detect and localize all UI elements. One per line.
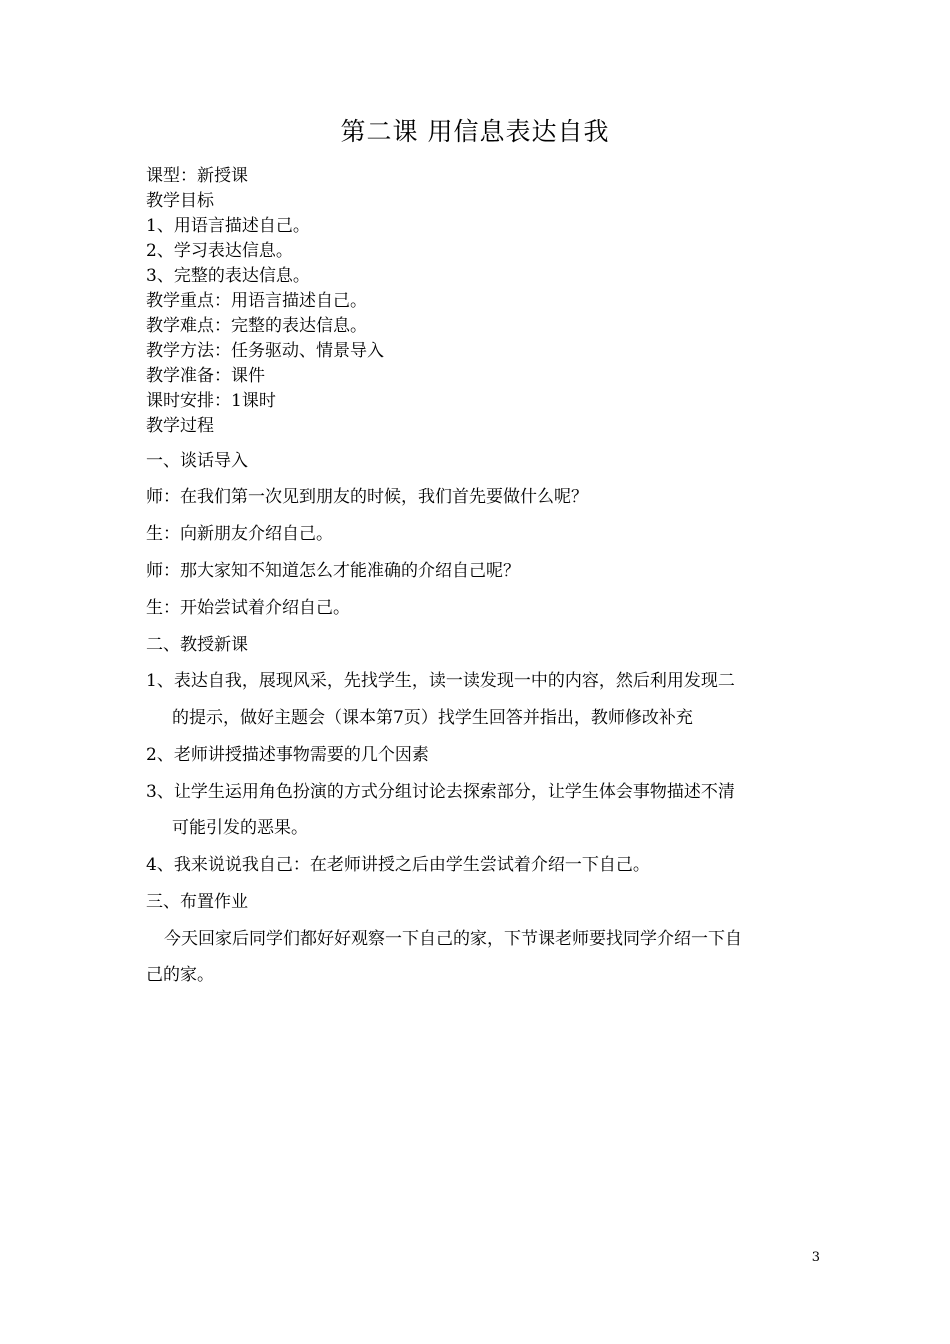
homework-line-1: 今天回家后同学们都好好观察一下自己的家，下节课老师要找同学介绍一下自 <box>164 929 742 949</box>
lesson-title: 第二课 用信息表达自我 <box>340 117 610 146</box>
time-arrangement: 课时安排：1课时 <box>146 391 276 411</box>
dialogue-student-2: 生：开始尝试着介绍自己。 <box>146 598 350 618</box>
section-2-heading: 二、教授新课 <box>146 635 248 655</box>
step-3-line-1: 3、让学生运用角色扮演的方式分组讨论去探索部分，让学生体会事物描述不清 <box>146 782 735 802</box>
step-1-line-2: 的提示，做好主题会（课本第7页）找学生回答并指出，教师修改补充 <box>172 708 693 728</box>
teaching-prep: 教学准备：课件 <box>146 366 265 386</box>
section-3-heading: 三、布置作业 <box>146 892 248 912</box>
step-3-line-2: 可能引发的恶果。 <box>172 818 308 838</box>
page-number: 3 <box>811 1250 820 1265</box>
key-point: 教学重点：用语言描述自己。 <box>146 291 367 311</box>
process-heading: 教学过程 <box>146 416 214 436</box>
difficult-point: 教学难点：完整的表达信息。 <box>146 316 367 336</box>
section-1-heading: 一、谈话导入 <box>146 451 248 471</box>
dialogue-teacher-2: 师：那大家知不知道怎么才能准确的介绍自己呢？ <box>146 561 520 581</box>
teaching-method: 教学方法：任务驱动、情景导入 <box>146 341 384 361</box>
step-4: 4、我来说说我自己：在老师讲授之后由学生尝试着介绍一下自己。 <box>146 855 650 875</box>
dialogue-teacher-1: 师：在我们第一次见到朋友的时候，我们首先要做什么呢？ <box>146 487 588 507</box>
objectives-heading: 教学目标 <box>146 191 214 211</box>
course-type: 课型：新授课 <box>146 166 248 186</box>
objective-1: 1、用语言描述自己。 <box>146 216 310 236</box>
step-1-line-1: 1、表达自我，展现风采，先找学生，读一读发现一中的内容，然后利用发现二 <box>146 671 735 691</box>
objective-2: 2、学习表达信息。 <box>146 241 293 261</box>
dialogue-student-1: 生：向新朋友介绍自己。 <box>146 524 333 544</box>
objective-3: 3、完整的表达信息。 <box>146 266 310 286</box>
homework-line-2: 己的家。 <box>146 965 214 985</box>
step-2: 2、老师讲授描述事物需要的几个因素 <box>146 745 429 765</box>
